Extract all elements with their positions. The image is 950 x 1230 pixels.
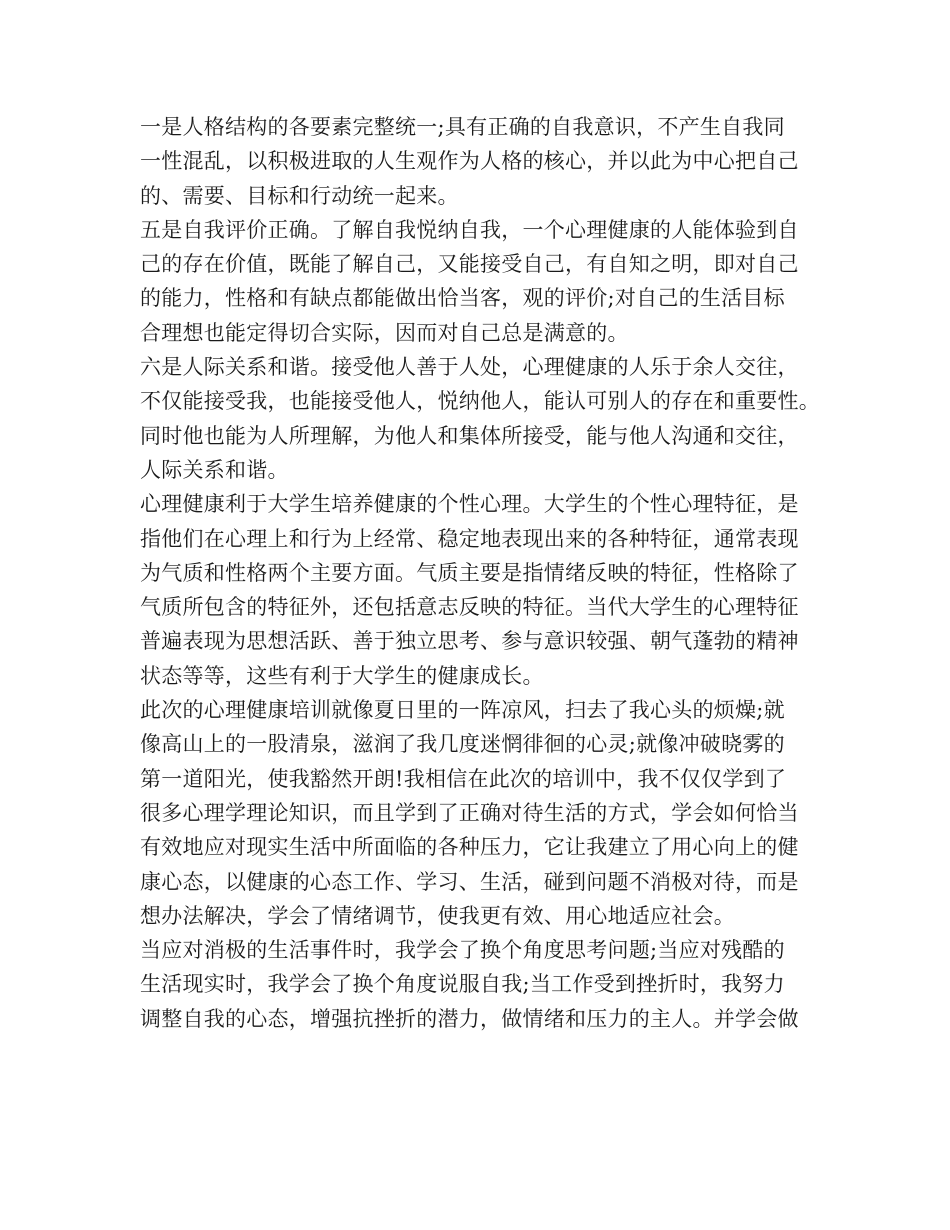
text-line: 合理想也能定得切合实际，因而对自己总是满意的。 [140,320,629,345]
text-line: 想办法解决，学会了情绪调节，使我更有效、用心地适应社会。 [140,903,735,928]
text-line: 一是人格结构的各要素完整统一;具有正确的自我意识，不产生自我同 [140,115,785,139]
text-line: 心理健康利于大学生培养健康的个性心理。大学生的个性心理特征，是 [140,492,799,517]
text-line: 人际关系和谐。 [140,457,289,482]
text-line: 指他们在心理上和行为上经常、稳定地表现出来的各种特征，通常表现 [140,526,799,551]
text-line: 为气质和性格两个主要方面。气质主要是指情绪反映的特征，性格除了 [140,560,799,585]
text-line: 当应对消极的生活事件时，我学会了换个角度思考问题;当应对残酷的 [140,938,785,963]
text-line: 像高山上的一股清泉，滋润了我几度迷惘徘徊的心灵;就像冲破晓雾的 [140,732,785,757]
text-line: 此次的心理健康培训就像夏日里的一阵凉风，扫去了我心头的烦燥;就 [140,698,785,723]
text-line: 状态等等，这些有利于大学生的健康成长。 [140,663,544,688]
text-line: 己的存在价值，既能了解自己，又能接受自己，有自知之明，即对自己 [140,252,799,277]
text-line: 的能力，性格和有缺点都能做出恰当客，观的评价;对自己的生活目标 [140,286,785,311]
text-line: 第一道阳光，使我豁然开朗!我相信在此次的培训中，我不仅仅学到了 [140,766,787,791]
text-line: 五是自我评价正确。了解自我悦纳自我，一个心理健康的人能体验到自 [140,217,799,242]
text-line: 不仅能接受我，也能接受他人，悦纳他人，能认可别人的存在和重要性。 [140,389,820,414]
document-body [140,110,830,1036]
text-line: 康心态，以健康的心态工作、学习、生活，碰到问题不消极对待，而是 [140,869,799,894]
text-line: 很多心理学理论知识，而且学到了正确对待生活的方式，学会如何恰当 [140,800,799,825]
text-line: 六是人际关系和谐。接受他人善于人处，心理健康的人乐于余人交往， [140,355,799,380]
text-line: 的、需要、目标和行动统一起来。 [140,183,459,208]
text-line: 同时他也能为人所理解，为他人和集体所接受，能与他人沟通和交往， [140,423,799,448]
text-line: 调整自我的心态，增强抗挫折的潜力，做情绪和压力的主人。并学会做 [140,1006,799,1031]
text-line: 生活现实时，我学会了换个角度说服自我;当工作受到挫折时，我努力 [140,972,785,997]
text-line: 有效地应对现实生活中所面临的各种压力，它让我建立了用心向上的健 [140,835,799,860]
text-line: 一性混乱，以积极进取的人生观作为人格的核心，并以此为中心把自己 [140,149,799,174]
text-line: 气质所包含的特征外，还包括意志反映的特征。当代大学生的心理特征 [140,595,799,620]
text-line: 普遍表现为思想活跃、善于独立思考、参与意识较强、朝气蓬勃的精神 [140,629,799,654]
